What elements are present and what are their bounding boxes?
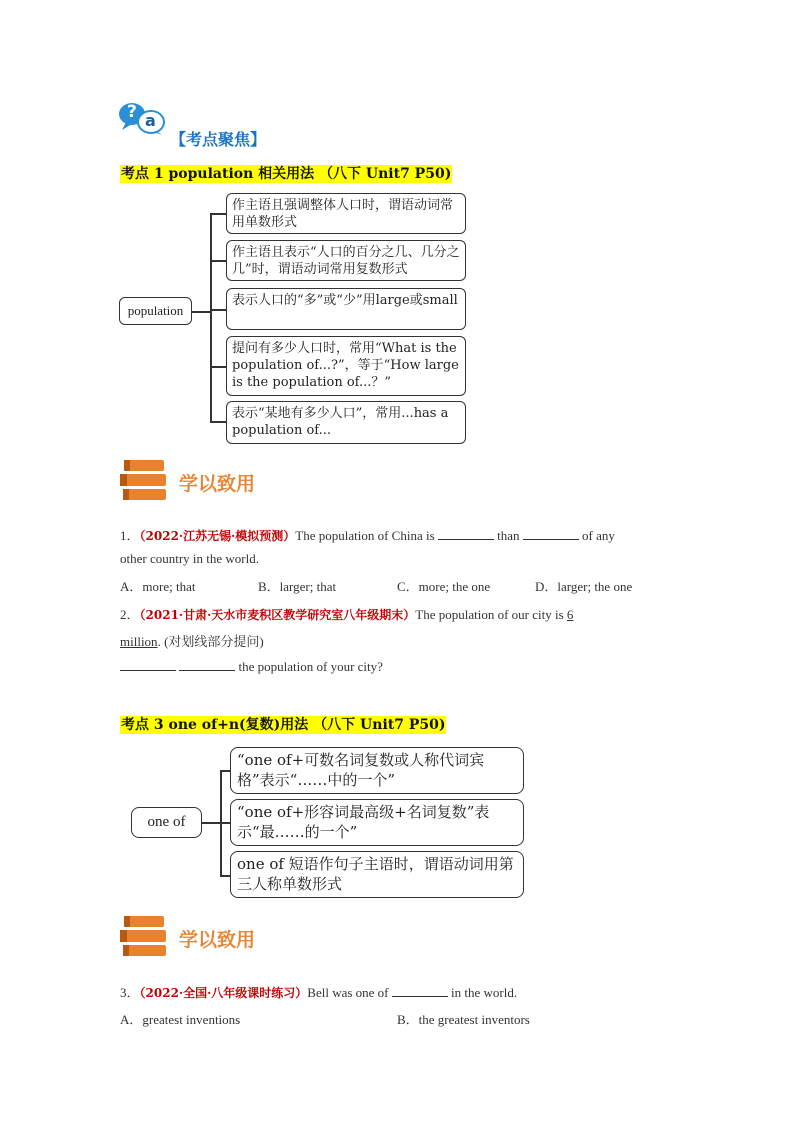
q3-number: 3． bbox=[120, 985, 140, 1000]
kp1-item-3-text: 表示人口的“多”或“少”用large或small bbox=[232, 293, 458, 308]
q1-blank-1[interactable] bbox=[438, 527, 494, 540]
kp1-branch-1 bbox=[210, 213, 226, 215]
kp1-item-1-text: 作主语且强调整体人口时，谓语动词常用单数形式 bbox=[232, 198, 454, 230]
icon-letter-a: a bbox=[145, 111, 156, 130]
icon-question-mark: ? bbox=[127, 102, 137, 122]
kp3-branch-2 bbox=[220, 822, 230, 824]
kp1-heading bbox=[120, 163, 452, 183]
q2-text-b: . (对划线部分提问) bbox=[157, 634, 264, 649]
kp3-item-2 bbox=[230, 799, 524, 846]
kp1-item-5 bbox=[226, 401, 466, 444]
q1-blank-2[interactable] bbox=[523, 527, 579, 540]
kp1-branch-4 bbox=[210, 366, 226, 368]
kp3-root bbox=[131, 807, 202, 838]
kp1-item-3 bbox=[226, 288, 466, 330]
q2-source: （2021·甘肃·天水市麦积区教学研究室八年级期末） bbox=[139, 608, 416, 622]
q3-option-a[interactable]: A．greatest inventions bbox=[120, 1012, 241, 1027]
kp1-item-4-text: 提问有多少人口时，常用“What is the population of...?”，等于“How large is the population of...？” bbox=[232, 341, 459, 390]
q3-text-a: Bell was one of bbox=[307, 985, 389, 1000]
kp3-item-2-text: “one of+形容词最高级+名词复数”表示“最……的一个” bbox=[237, 803, 490, 841]
kp1-connector-v bbox=[210, 213, 212, 421]
q2-number: 2． bbox=[120, 607, 140, 622]
kp1-item-4 bbox=[226, 336, 466, 396]
kp3-heading-text: 考点 3 one of+n(复数)用法 （八下 Unit7 P50) bbox=[121, 717, 446, 733]
kp3-item-1-text: “one of+可数名词复数或人称代词宾格”表示“……中的一个” bbox=[237, 751, 485, 789]
q1-text-b: than bbox=[497, 528, 520, 543]
q2-blank-2[interactable] bbox=[179, 658, 235, 671]
question-3 bbox=[120, 982, 517, 1001]
books-icon bbox=[120, 915, 168, 957]
kp1-item-2-text: 作主语且表示“人口的百分之几、几分之几”时，谓语动词常用复数形式 bbox=[232, 245, 460, 277]
q2-line2 bbox=[120, 631, 264, 650]
q2-line3 bbox=[120, 658, 383, 675]
kp3-branch-3 bbox=[220, 875, 230, 877]
q1-option-b[interactable]: B．larger; that bbox=[258, 579, 337, 594]
practice-label-1: 学以致用 bbox=[179, 473, 256, 495]
kp1-item-1 bbox=[226, 193, 466, 234]
q2-text-a: The population of our city is bbox=[415, 607, 564, 622]
kp1-root-label: population bbox=[127, 303, 184, 318]
kp1-branch-2 bbox=[210, 260, 226, 262]
kp3-branch-1 bbox=[220, 770, 230, 772]
speech-bubble-icon bbox=[118, 100, 166, 136]
kp3-root-label: one of bbox=[147, 814, 186, 830]
q1-text-a: The population of China is bbox=[295, 528, 435, 543]
kp1-heading-text: 考点 1 population 相关用法 （八下 Unit7 P50) bbox=[121, 166, 452, 182]
q2-blank-1[interactable] bbox=[120, 658, 176, 671]
question-1 bbox=[120, 525, 615, 544]
question-2 bbox=[120, 604, 573, 623]
kp3-heading bbox=[120, 714, 446, 734]
kp1-branch-3 bbox=[210, 309, 226, 311]
q2-underlined-million: million bbox=[120, 634, 158, 649]
q1-source: （2022·江苏无锡·模拟预测） bbox=[139, 529, 296, 543]
books-icon bbox=[120, 459, 168, 501]
focus-title: 【考点聚焦】 bbox=[170, 130, 267, 149]
q1-text-c: of any bbox=[582, 528, 615, 543]
q3-text-b: in the world. bbox=[451, 985, 518, 1000]
q2-underlined-number: 6 bbox=[566, 607, 574, 622]
kp1-branch-5 bbox=[210, 421, 226, 423]
q1-option-d[interactable]: D．larger; the one bbox=[535, 579, 633, 594]
kp1-connector-h bbox=[192, 311, 210, 313]
kp3-item-3-text: one of 短语作句子主语时，谓语动词用第三人称单数形式 bbox=[237, 855, 514, 893]
kp1-item-5-text: 表示“某地有多少人口”，常用...has a population of... bbox=[232, 406, 449, 438]
kp3-item-3 bbox=[230, 851, 524, 898]
kp3-item-1 bbox=[230, 747, 524, 794]
q2-text-c: the population of your city? bbox=[238, 659, 383, 674]
kp1-item-2 bbox=[226, 240, 466, 281]
q1-option-c[interactable]: C．more; the one bbox=[397, 579, 491, 594]
kp1-root bbox=[119, 297, 192, 325]
practice-label-2: 学以致用 bbox=[179, 929, 256, 951]
q1-number: 1． bbox=[120, 528, 140, 543]
q1-option-a[interactable]: A．more; that bbox=[120, 579, 196, 594]
q3-blank[interactable] bbox=[392, 984, 448, 997]
q1-line2: other country in the world. bbox=[120, 551, 259, 566]
kp3-connector-h bbox=[202, 822, 220, 824]
q3-source: （2022·全国·八年级课时练习） bbox=[139, 986, 308, 1000]
q3-option-b[interactable]: B．the greatest inventors bbox=[397, 1012, 530, 1027]
